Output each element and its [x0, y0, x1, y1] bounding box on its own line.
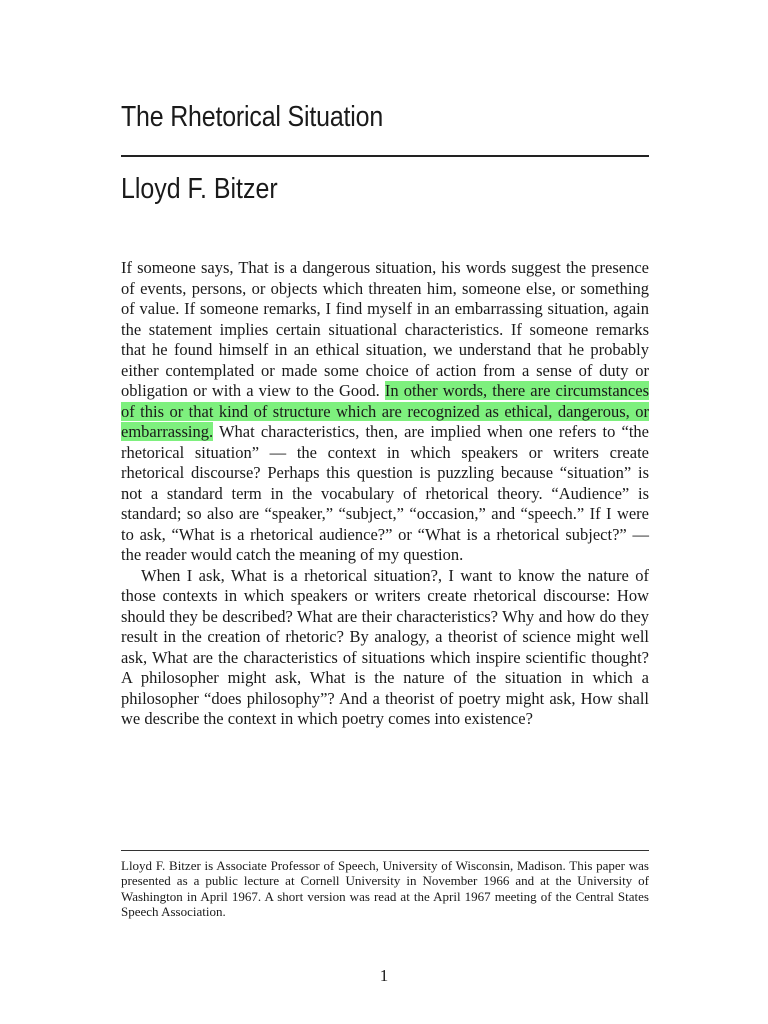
article-title: The Rhetorical Situation [121, 101, 384, 133]
author-footnote: Lloyd F. Bitzer is Associate Professor of Speech, University of Wisconsin, Madison. This paper was presented as a public lecture at Cornell University in November 1966 and at the University of Washington in April 1967. A short version was read at the April 1967 meeting of the Central States Speech Association. [121, 858, 649, 919]
paragraph-1-text-after: What characteristics, then, are implied when one refers to “the rhetorical situation” — the context in which speakers or writers create rhetorical discourse? Perhaps this question is puzzling because “situation” is not a standard term in the vocabulary of rhetorical theory. “Audience” is standard; so also are “speaker,” “subject,” “occasion,” and “speech.” If I were to ask, “What is a rhetorical audience?” or “What is a rhetorical subject?” — the reader would catch the meaning of my question. [121, 422, 649, 564]
page-number: 1 [379, 966, 389, 985]
paragraph-1 [121, 258, 649, 566]
paragraph-2: When I ask, What is a rhetorical situation?, I want to know the nature of those contexts in which speakers or writers create rhetorical discourse: How should they be described? What are their characteristics? Why and how do they result in the creation of rhetoric? By analogy, a theorist of science might well ask, What are the characteristics of situations which inspire scientific thought? A philosopher might ask, What is the nature of the situation in which a philosopher “does philosophy”? And a theorist of poetry might ask, How shall we describe the context in which poetry comes into existence? [121, 565, 649, 728]
article-body [121, 258, 649, 730]
highlighted-passage[interactable]: In other words, there are circumstances of this or that kind of structure which are recognized as ethical, dangerous, or embarrassing. [121, 381, 649, 441]
paragraph-1-text-before: If someone says, That is a dangerous situation, his words suggest the presence of events, persons, or objects which threaten him, someone else, or something of value. If someone remarks, I find myself in an embarrassing situation, again the statement implies certain situational characteristics. If someone remarks that he found himself in an ethical situation, we understand that he probably either contemplated or made some choice of action from a sense of duty or obligation or with a view to the Good. [121, 258, 649, 400]
footnote-rule [121, 850, 649, 851]
author-name: Lloyd F. Bitzer [121, 173, 278, 205]
title-rule [121, 155, 649, 157]
